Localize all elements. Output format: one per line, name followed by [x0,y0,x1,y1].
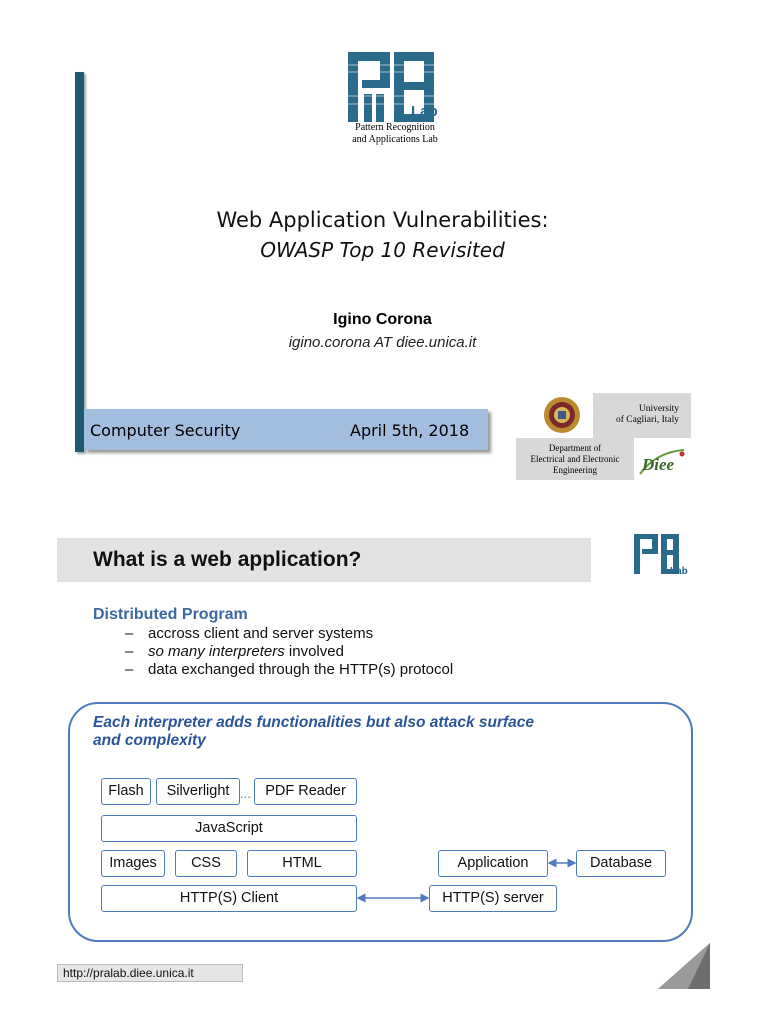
presentation-subtitle: OWASP Top 10 Revisited [260,238,505,262]
images-box: Images [101,850,165,877]
author-email: igino.corona AT diee.unica.it [288,334,477,351]
callout-line2: and complexity [93,732,206,749]
footer-url-link[interactable]: http://pralab.diee.unica.it [57,964,243,982]
university-line2: of Cagliari, Italy [615,415,679,425]
course-name: Computer Security [90,421,241,440]
department-line3: Engineering [553,465,597,475]
bullet-item [125,625,373,642]
bullet-dash: – [125,643,134,660]
section-title: Distributed Program [93,606,248,623]
silverlight-box: Silverlight [156,778,240,805]
bullet-dash: – [125,625,134,642]
bullet-emphasis: so many interpreters [148,643,285,660]
logo-caption [320,122,470,146]
http-server-box: HTTP(S) server [429,885,557,912]
logo-caption-line2: and Applications Lab [352,134,438,145]
diee-logo-text: Diee [642,455,675,474]
callout-text [93,714,653,750]
pdf-reader-box: PDF Reader [254,778,357,805]
university-seal-icon [543,396,581,434]
html-box: HTML [247,850,357,877]
http-client-box: HTTP(S) Client [101,885,357,912]
page-corner-icon [658,943,710,989]
javascript-box: JavaScript [101,815,357,842]
bullet-item [125,661,453,678]
bullet-dash: – [125,661,134,678]
small-logo-lab-word: Lab [670,566,688,577]
diee-logo-icon [636,444,690,478]
bullet-text: data exchanged through the HTTP(s) protocol [148,661,454,678]
ellipsis: ... [240,786,251,801]
callout-line1: Each interpreter adds functionalities but also attack surface [93,714,535,731]
university-text [593,404,691,426]
bullet-text: accross client and server systems [148,625,374,642]
department-text [516,443,634,476]
application-box: Application [438,850,548,877]
logo-lab-word: Lab [411,103,438,120]
department-line2: Electrical and Electronic [530,454,620,464]
slide1-left-accent-bar [75,72,84,452]
bullet-item [125,643,344,660]
flash-box: Flash [101,778,151,805]
presentation-title: Web Application Vulnerabilities: [216,208,549,232]
author-name: Igino Corona [333,311,432,328]
department-line1: Department of [548,443,602,453]
logo-caption-line1: Pattern Recognition [355,122,435,133]
university-line1: University [638,404,679,414]
database-box: Database [576,850,666,877]
course-date: April 5th, 2018 [350,421,470,440]
slide2-title: What is a web application? [93,548,362,571]
css-box: CSS [175,850,237,877]
bullet-text: involved [284,643,344,660]
